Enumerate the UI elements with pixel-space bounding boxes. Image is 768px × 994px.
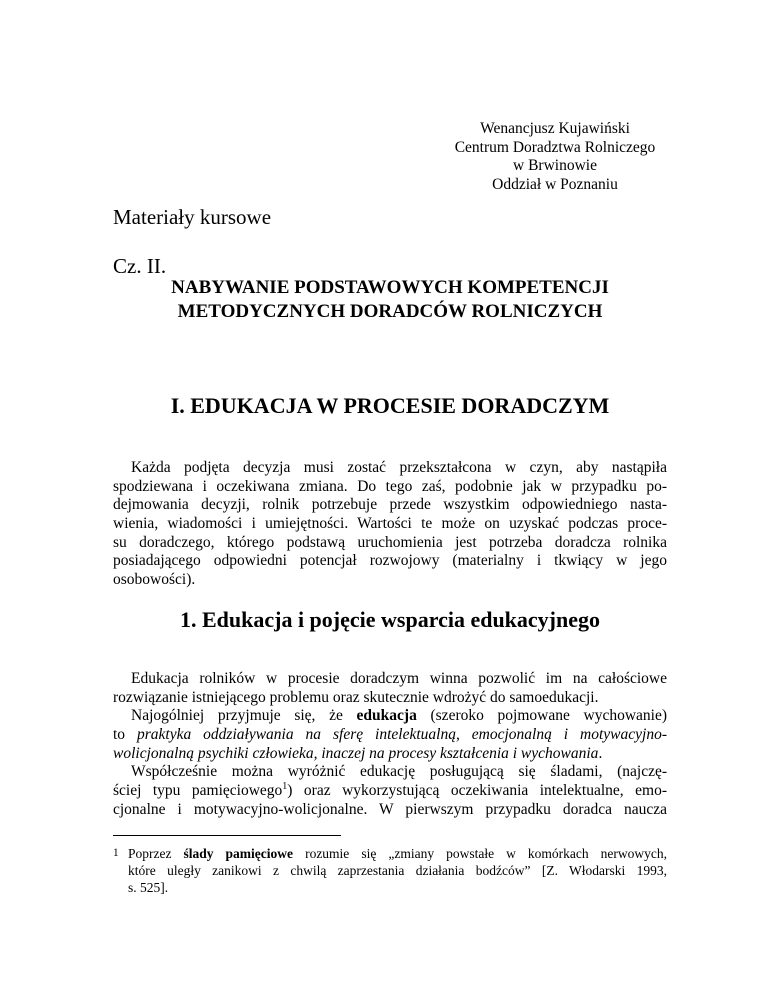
paragraph-line: posiadającego odpowiedni potencjał rozwojowy (materialny i tkwiący w jego <box>113 552 667 570</box>
author-block <box>425 120 685 194</box>
footnote <box>113 845 667 896</box>
definition-text: wolicjonalną psychiki człowieka, inaczej na procesy kształcenia i wychowania <box>113 744 599 762</box>
definition-text: praktyka oddziaływania na sferę intelektualną, emocjonalną i motywacyjno- <box>137 726 667 744</box>
paragraph-line: spodziewana i oczekiwana zmiana. Do tego zaś, podobnie jak w przypadku po- <box>113 477 667 495</box>
paragraph-line <box>113 782 667 801</box>
author-name: Wenancjusz Kujawiński <box>480 120 630 137</box>
section-title: 1. Edukacja i pojęcie wsparcia edukacyjnego <box>179 607 601 632</box>
paragraph-line <box>113 726 667 745</box>
author-branch: Oddział w Poznaniu <box>492 175 618 193</box>
paragraph-line: osobowości). <box>113 571 196 589</box>
footnote-divider <box>113 835 341 836</box>
text-run: Najogólniej przyjmuje się, że <box>131 707 357 725</box>
education-paragraph <box>113 670 667 820</box>
paragraph-line <box>113 745 667 764</box>
course-label: Materiały kursowe <box>113 205 272 229</box>
text-run: to <box>113 726 137 744</box>
paragraph-line: Edukacja rolników w procesie doradczym winna pozwolić im na całościowe <box>131 670 667 687</box>
author-institution: Centrum Doradztwa Rolniczego <box>454 138 656 156</box>
footnote-body <box>128 845 667 896</box>
text-run: (szeroko pojmowane wychowanie) <box>416 707 667 725</box>
part-label: Cz. II. <box>113 254 167 278</box>
footnote-number <box>113 845 119 866</box>
term-slady-pamieciowe: ślady pamięciowe <box>183 846 294 861</box>
part-title-line: METODYCZNYCH DORADCÓW ROLNICZYCH <box>177 301 603 322</box>
footnote-reference[interactable]: 1 <box>282 780 288 792</box>
text-run: rozumie się „zmiany powstałe w komórkach nerwowych, <box>293 846 668 861</box>
paragraph-line: Współcześnie można wyróżnić edukację posługującą się śladami, (najczę- <box>131 763 667 781</box>
paragraph-line <box>113 707 667 726</box>
footnote-line: s. 525]. <box>128 880 169 895</box>
paragraph-line: Każda podjęta decyzja musi zostać przekształcona w czyn, aby nastąpiła <box>131 459 667 476</box>
paragraph-line: cjonalne i motywacyjno-wolicjonalne. W pierwszym przypadku doradca naucza <box>113 800 667 818</box>
paragraph-line: dejmowania decyzji, rolnik potrzebuje przede wszystkim odpowiedniego nasta- <box>113 496 667 514</box>
chapter-title: I. EDUKACJA W PROCESIE DORADCZYM <box>170 393 610 418</box>
footnote-number-text: 1 <box>113 847 119 859</box>
text-run: Poprzez <box>128 846 184 861</box>
footnote-line <box>128 845 667 862</box>
paragraph-line: rozwiązanie istniejącego problemu oraz skutecznie wdrożyć do samoedukacji. <box>113 688 599 706</box>
part-title <box>113 276 667 324</box>
footnote-line: które uległy zanikowi z chwilą zaprzestania działania bodźców” [Z. Włodarski 1993, <box>128 863 667 878</box>
paragraph-line: su doradczego, którego podstawą uruchomienia jest potrzeba doradcza rolnika <box>113 533 667 551</box>
author-location: w Brwinowie <box>513 157 597 174</box>
text-run: ) oraz wykorzystującą oczekiwania intelektualne, emo- <box>287 782 667 800</box>
text-run: ściej typu pamięciowego <box>113 782 283 800</box>
intro-paragraph <box>113 459 667 590</box>
term-edukacja: edukacja <box>356 707 417 725</box>
part-title-line: NABYWANIE PODSTAWOWYCH KOMPETENCJI <box>171 277 609 298</box>
paragraph-line: wienia, wiadomości i umiejętności. Wartości te może on uzyskać podczas proce- <box>113 515 667 533</box>
text-run: . <box>598 744 603 762</box>
